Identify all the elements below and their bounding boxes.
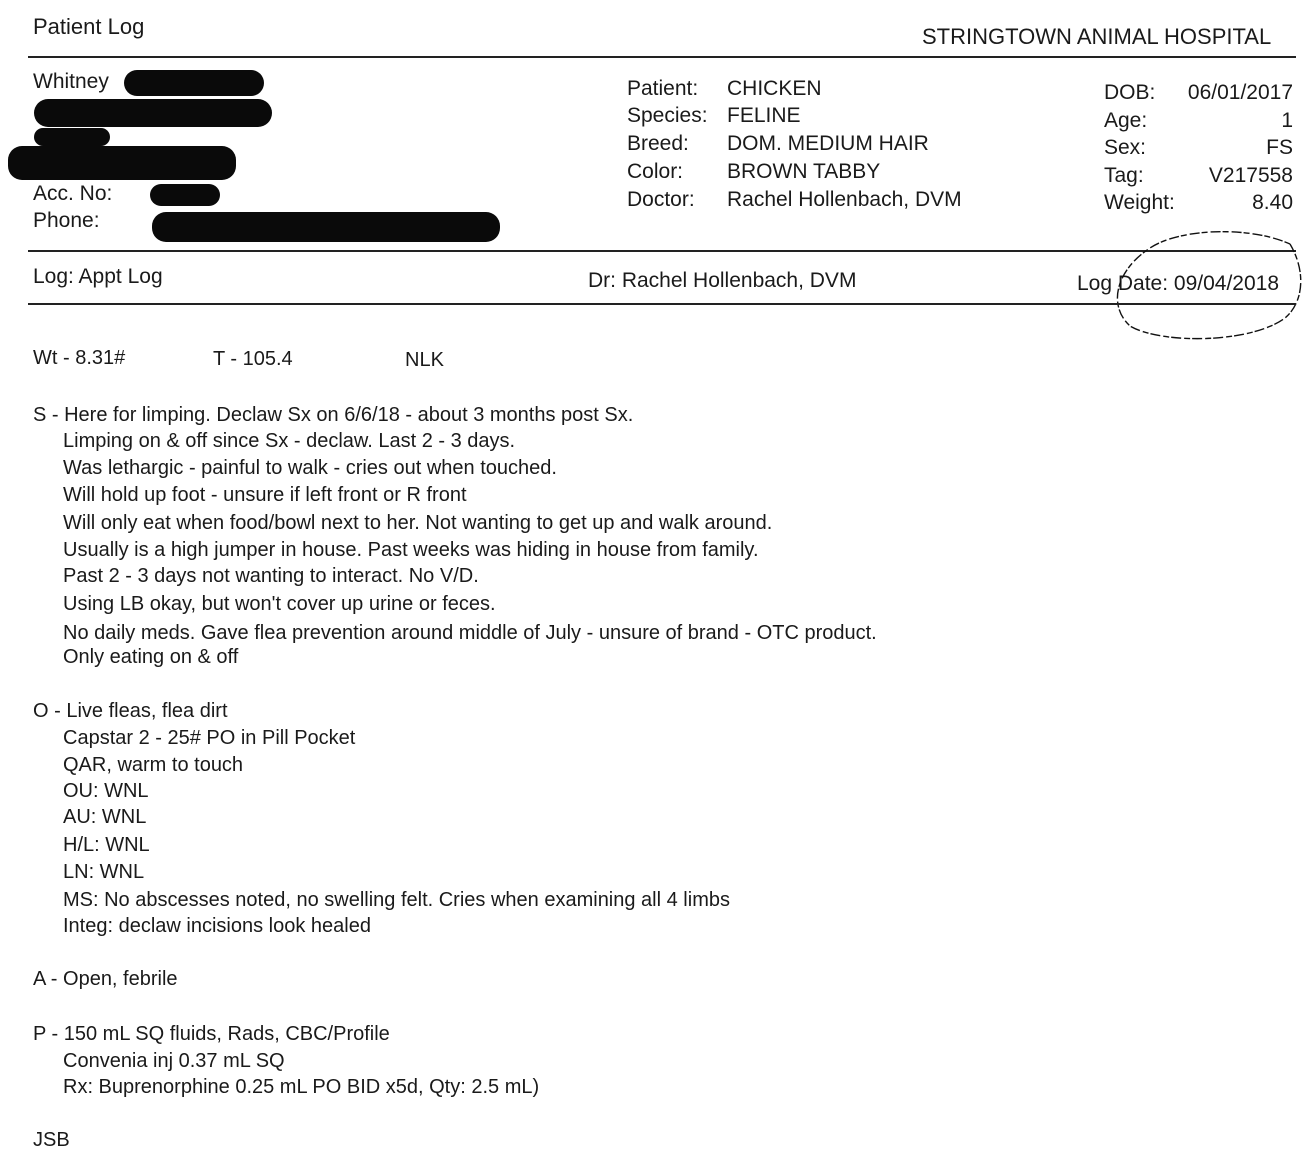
color-label: Color:: [627, 160, 684, 183]
tag-value: V217558: [1208, 164, 1293, 187]
tag-label: Tag:: [1104, 164, 1144, 187]
redaction-bar: [8, 146, 236, 180]
breed-label: Breed:: [627, 132, 689, 155]
subjective-line: Only eating on & off: [63, 646, 239, 668]
doctor-value: Rachel Hollenbach, DVM: [727, 188, 962, 211]
objective-line: MS: No abscesses noted, no swelling felt. Cries when examining all 4 limbs: [63, 889, 730, 911]
patient-label: Patient:: [627, 77, 699, 100]
weight-reading: Wt - 8.31#: [33, 347, 126, 369]
age-value: 1: [1281, 109, 1293, 132]
phone-label: Phone:: [33, 209, 100, 232]
doctor-label: Doctor:: [627, 188, 695, 211]
subjective-line: Usually is a high jumper in house. Past weeks was hiding in house from family.: [63, 539, 759, 561]
species-value: FELINE: [727, 104, 801, 127]
hand-drawn-circle: [1100, 226, 1306, 350]
nlk-note: NLK: [405, 349, 444, 371]
plan-line: Convenia inj 0.37 mL SQ: [63, 1050, 285, 1072]
objective-line: QAR, warm to touch: [63, 754, 244, 776]
weight-value: 8.40: [1252, 191, 1293, 214]
subjective-line: Will only eat when food/bowl next to her. Not wanting to get up and walk around.: [63, 512, 773, 534]
log-rule: [28, 303, 1296, 305]
hospital-name: STRINGTOWN ANIMAL HOSPITAL: [922, 24, 1272, 49]
log-type: Log: Appt Log: [33, 265, 163, 288]
objective-line: LN: WNL: [63, 861, 145, 883]
header-rule: [28, 56, 1296, 58]
subjective-line: Using LB okay, but won't cover up urine or feces.: [63, 593, 496, 615]
plan-line: P - 150 mL SQ fluids, Rads, CBC/Profile: [33, 1023, 390, 1045]
document-title: Patient Log: [33, 14, 145, 39]
subjective-line: S - Here for limping. Declaw Sx on 6/6/18 - about 3 months post Sx.: [33, 404, 634, 426]
objective-line: AU: WNL: [63, 806, 147, 828]
sex-value: FS: [1266, 136, 1293, 159]
redaction-bar: [34, 99, 272, 127]
redaction-bar: [152, 212, 500, 242]
redaction-bar: [124, 70, 264, 96]
subjective-line: Past 2 - 3 days not wanting to interact. No V/D.: [63, 565, 479, 587]
color-value: BROWN TABBY: [727, 160, 881, 183]
patient-value: CHICKEN: [727, 77, 822, 100]
age-label: Age:: [1104, 109, 1148, 132]
temperature-reading: T - 105.4: [213, 348, 293, 370]
dob-label: DOB:: [1104, 81, 1156, 104]
weight-label: Weight:: [1104, 191, 1175, 214]
dob-value: 06/01/2017: [1187, 81, 1293, 104]
objective-line: Capstar 2 - 25# PO in Pill Pocket: [63, 727, 356, 749]
subjective-line: Limping on & off since Sx - declaw. Last 2 - 3 days.: [63, 430, 516, 452]
redaction-bar: [150, 184, 220, 206]
subjective-line: Will hold up foot - unsure if left front or R front: [63, 484, 467, 506]
subjective-line: No daily meds. Gave flea prevention around middle of July - unsure of brand - OTC product.: [63, 622, 877, 644]
objective-line: O - Live fleas, flea dirt: [33, 700, 228, 722]
species-label: Species:: [627, 104, 708, 127]
acc-no-label: Acc. No:: [33, 182, 113, 205]
objective-line: OU: WNL: [63, 780, 149, 802]
objective-line: Integ: declaw incisions look healed: [63, 915, 371, 937]
breed-value: DOM. MEDIUM HAIR: [727, 132, 929, 155]
redaction-bar: [34, 128, 110, 146]
subjective-line: Was lethargic - painful to walk - cries out when touched.: [63, 457, 557, 479]
log-date: Log Date: 09/04/2018: [1077, 272, 1280, 295]
plan-line: Rx: Buprenorphine 0.25 mL PO BID x5d, Qty: 2.5 mL): [63, 1076, 540, 1098]
signature-initials: JSB: [33, 1129, 70, 1151]
objective-line: H/L: WNL: [63, 834, 150, 856]
assessment-line: A - Open, febrile: [33, 968, 178, 990]
log-doctor: Dr: Rachel Hollenbach, DVM: [588, 269, 857, 292]
owner-name: Whitney: [33, 70, 109, 93]
sex-label: Sex:: [1104, 136, 1147, 159]
